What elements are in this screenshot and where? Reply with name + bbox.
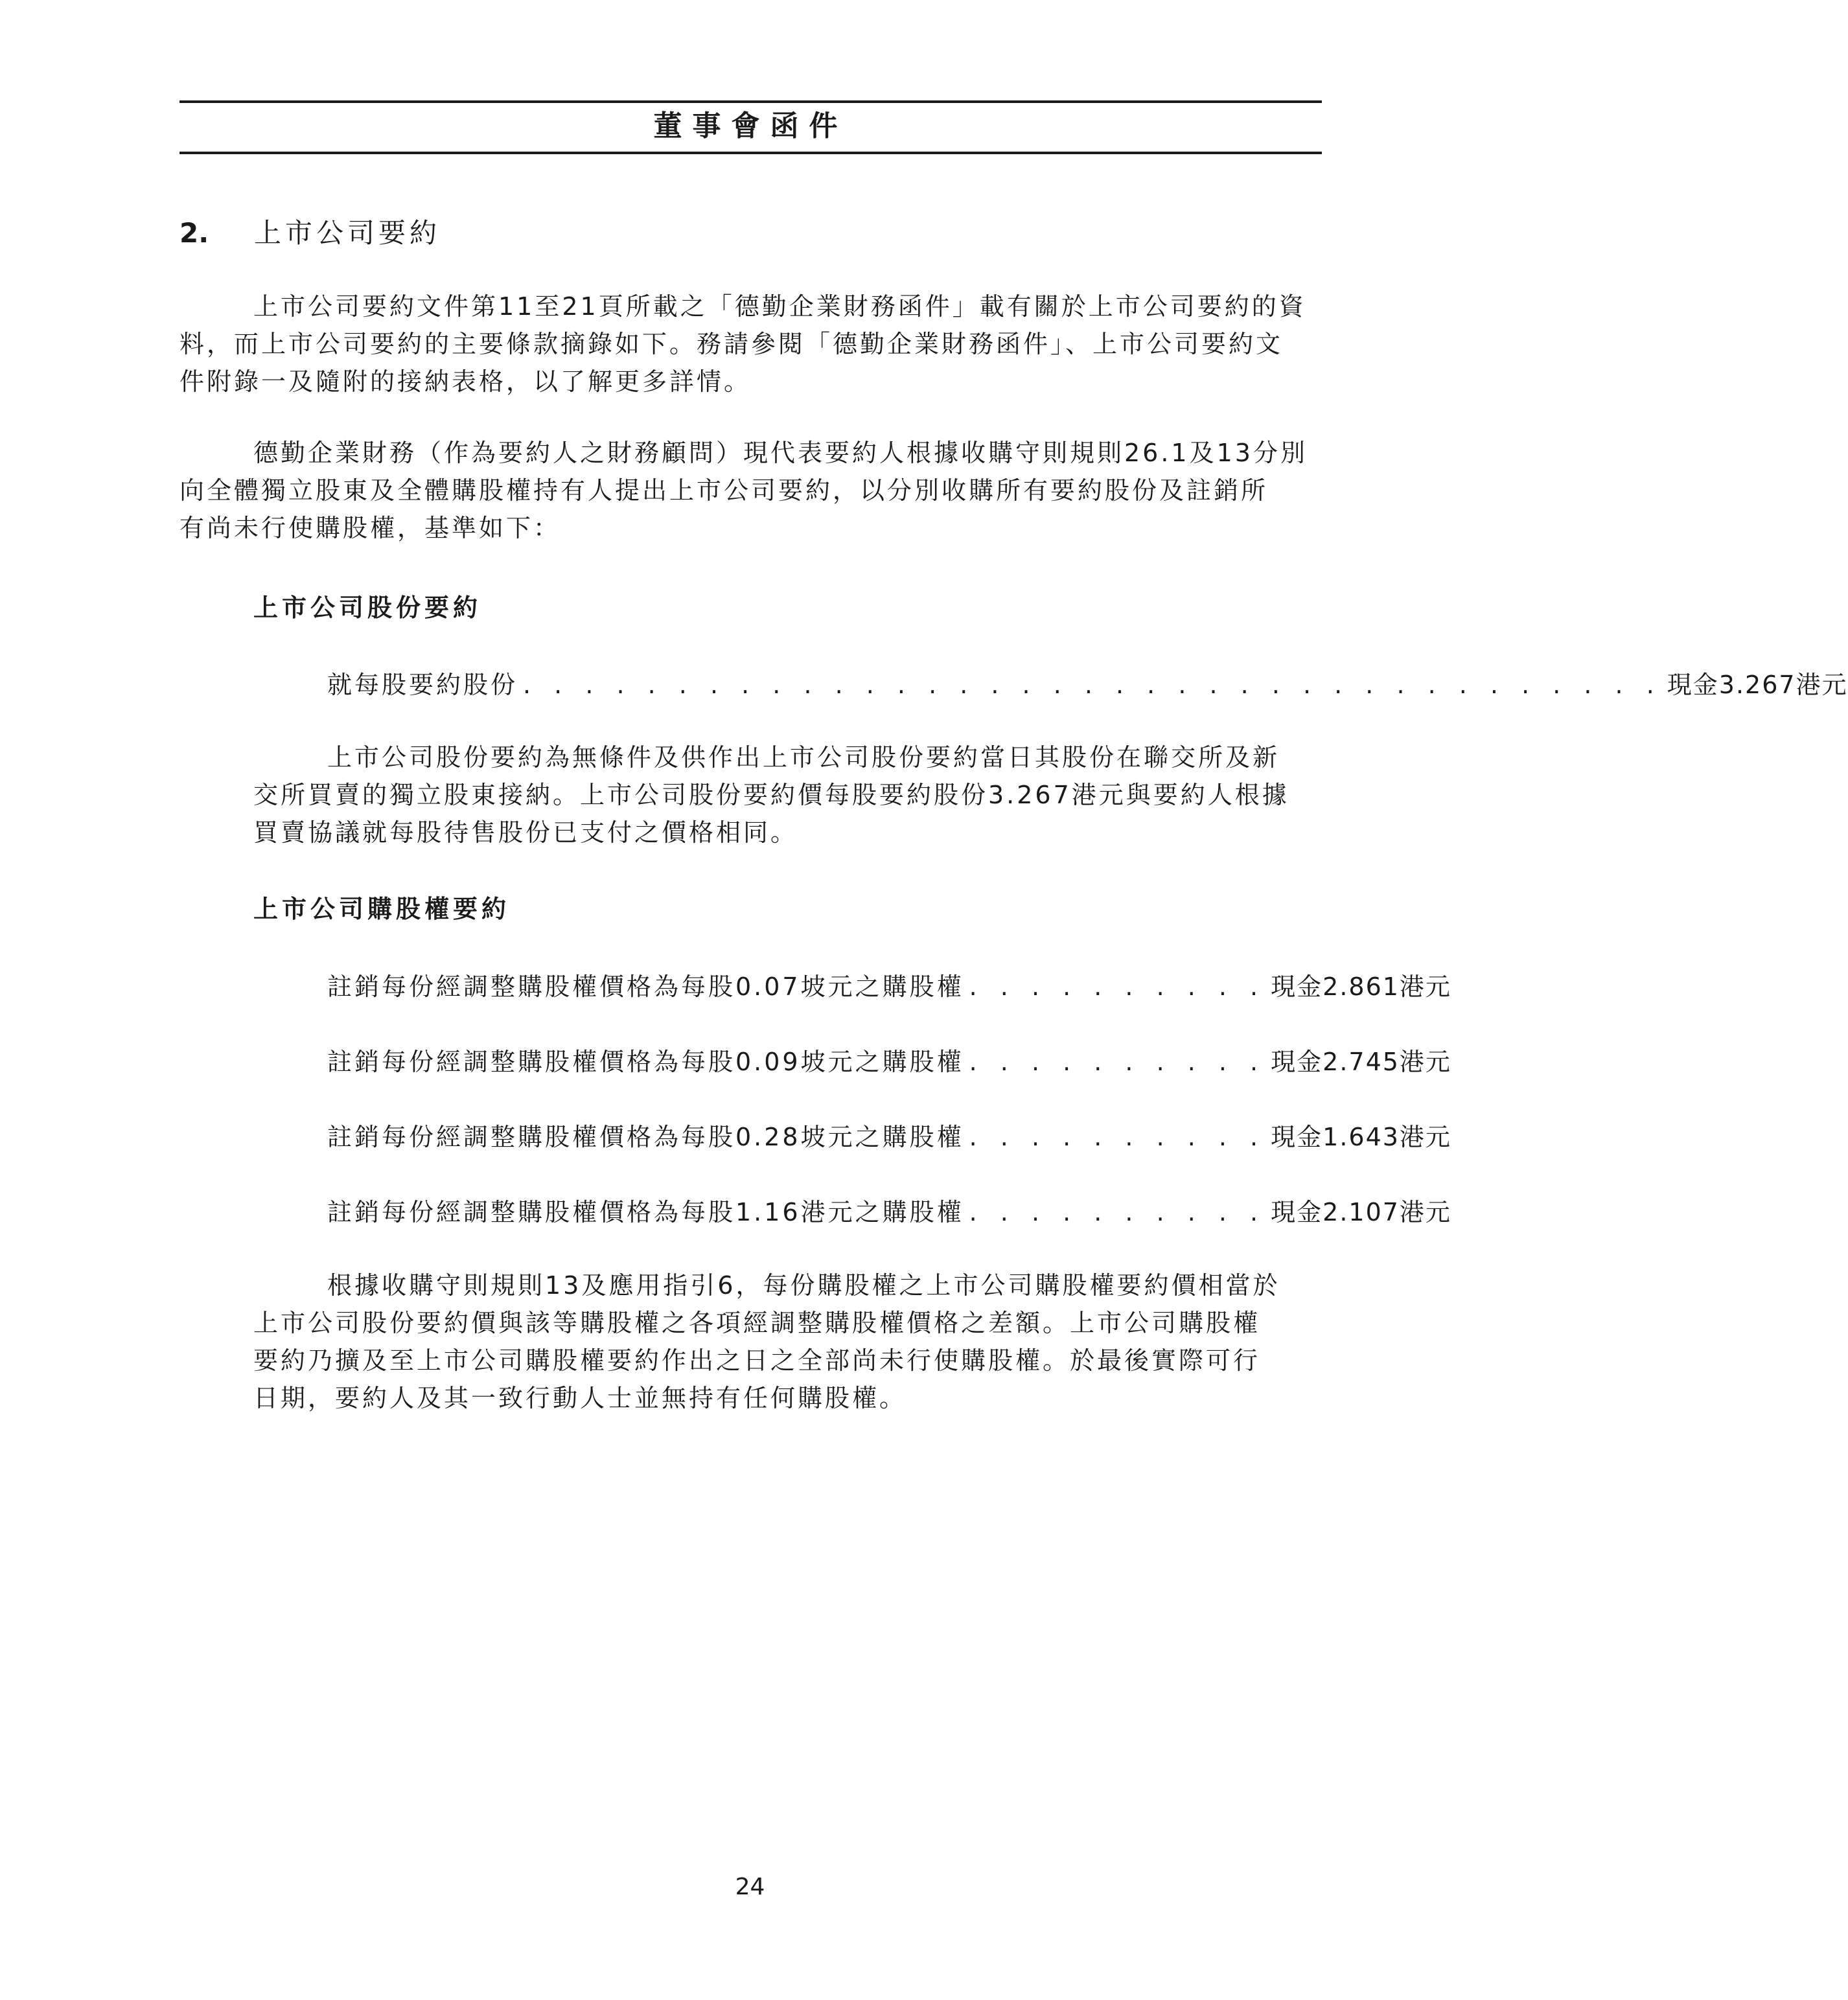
share-offer-price-row (327, 666, 1848, 704)
paragraph-line: 德勤企業財務（作為要約人之財務顧問）現代表要約人根據收購守則規則26.1及13分別 (253, 439, 1308, 467)
paragraph-line: 日期，要約人及其一致行動人士並無持有任何購股權。 (253, 1384, 907, 1412)
option-offer-row (327, 1118, 1451, 1156)
offer-item-label: 註銷每份經調整購股權價格為每股0.09坡元之購股權 (327, 1048, 964, 1076)
section-heading (179, 215, 441, 251)
paragraph-line: 上市公司要約文件第11至21頁所載之「德勤企業財務函件」載有關於上市公司要約的資 (253, 292, 1306, 321)
leader-dots: . . . . . . . . . . (969, 1048, 1266, 1076)
paragraph-line: 上市公司股份要約價與該等購股權之各項經調整購股權價格之差額。上市公司購股權 (253, 1309, 1261, 1337)
offer-item-label: 就每股要約股份 (327, 671, 518, 699)
offer-item-label: 註銷每份經調整購股權價格為每股0.28坡元之購股權 (327, 1123, 964, 1151)
option-offer-heading: 上市公司購股權要約 (253, 895, 511, 923)
page-number: 24 (735, 1874, 765, 1900)
header-top-rule (179, 100, 1322, 103)
leader-dots: . . . . . . . . . . (969, 972, 1266, 1001)
paragraph-line: 交所買賣的獨立股東接納。上市公司股份要約價每股要約股份3.267港元與要約人根據 (253, 781, 1289, 809)
paragraph-line: 根據收購守則規則13及應用指引6，每份購股權之上市公司購股權要約價相當於 (327, 1271, 1280, 1300)
leader-dots: . . . . . . . . . . (969, 1198, 1266, 1226)
intro-paragraph (179, 288, 1322, 400)
paragraph-line: 料，而上市公司要約的主要條款摘錄如下。務請參閱「德勤企業財務函件」、上市公司要約文 (179, 330, 1284, 358)
paragraph-line: 有尚未行使購股權，基準如下： (179, 514, 561, 542)
header-bottom-rule (179, 152, 1322, 154)
paragraph-line: 要約乃擴及至上市公司購股權要約作出之日之全部尚未行使購股權。於最後實際可行 (253, 1346, 1261, 1375)
offer-item-label: 註銷每份經調整購股權價格為每股0.07坡元之購股權 (327, 972, 964, 1001)
section-title: 上市公司要約 (254, 217, 441, 249)
option-offer-row (327, 1043, 1451, 1081)
offer-item-amount: 現金2.745港元 (1271, 1048, 1451, 1076)
share-offer-heading: 上市公司股份要約 (253, 593, 482, 622)
offer-item-amount: 現金2.107港元 (1271, 1198, 1451, 1226)
share-offer-description (253, 739, 1322, 851)
paragraph-line: 買賣協議就每股待售股份已支付之價格相同。 (253, 818, 798, 847)
option-offer-description (253, 1267, 1322, 1417)
offer-item-label: 註銷每份經調整購股權價格為每股1.16港元之購股權 (327, 1198, 964, 1226)
leader-dots: . . . . . . . . . . . . . . . . . . . . . . . . . . . . . . . . . . . . . (523, 671, 1662, 699)
option-offer-row (327, 968, 1451, 1006)
option-offer-row (327, 1193, 1451, 1231)
leader-dots: . . . . . . . . . . (969, 1123, 1266, 1151)
paragraph-line: 向全體獨立股東及全體購股權持有人提出上市公司要約，以分別收購所有要約股份及註銷所 (179, 476, 1269, 505)
section-number: 2. (179, 217, 209, 249)
offer-item-amount: 現金3.267港元 (1667, 671, 1848, 699)
paragraph-line: 件附錄一及隨附的接納表格，以了解更多詳情。 (179, 367, 752, 396)
basis-paragraph (179, 434, 1322, 547)
paragraph-line: 上市公司股份要約為無條件及供作出上市公司股份要約當日其股份在聯交所及新 (327, 743, 1280, 772)
page-header-title: 董事會函件 (653, 109, 848, 143)
offer-item-amount: 現金1.643港元 (1271, 1123, 1451, 1151)
offer-item-amount: 現金2.861港元 (1271, 972, 1451, 1001)
